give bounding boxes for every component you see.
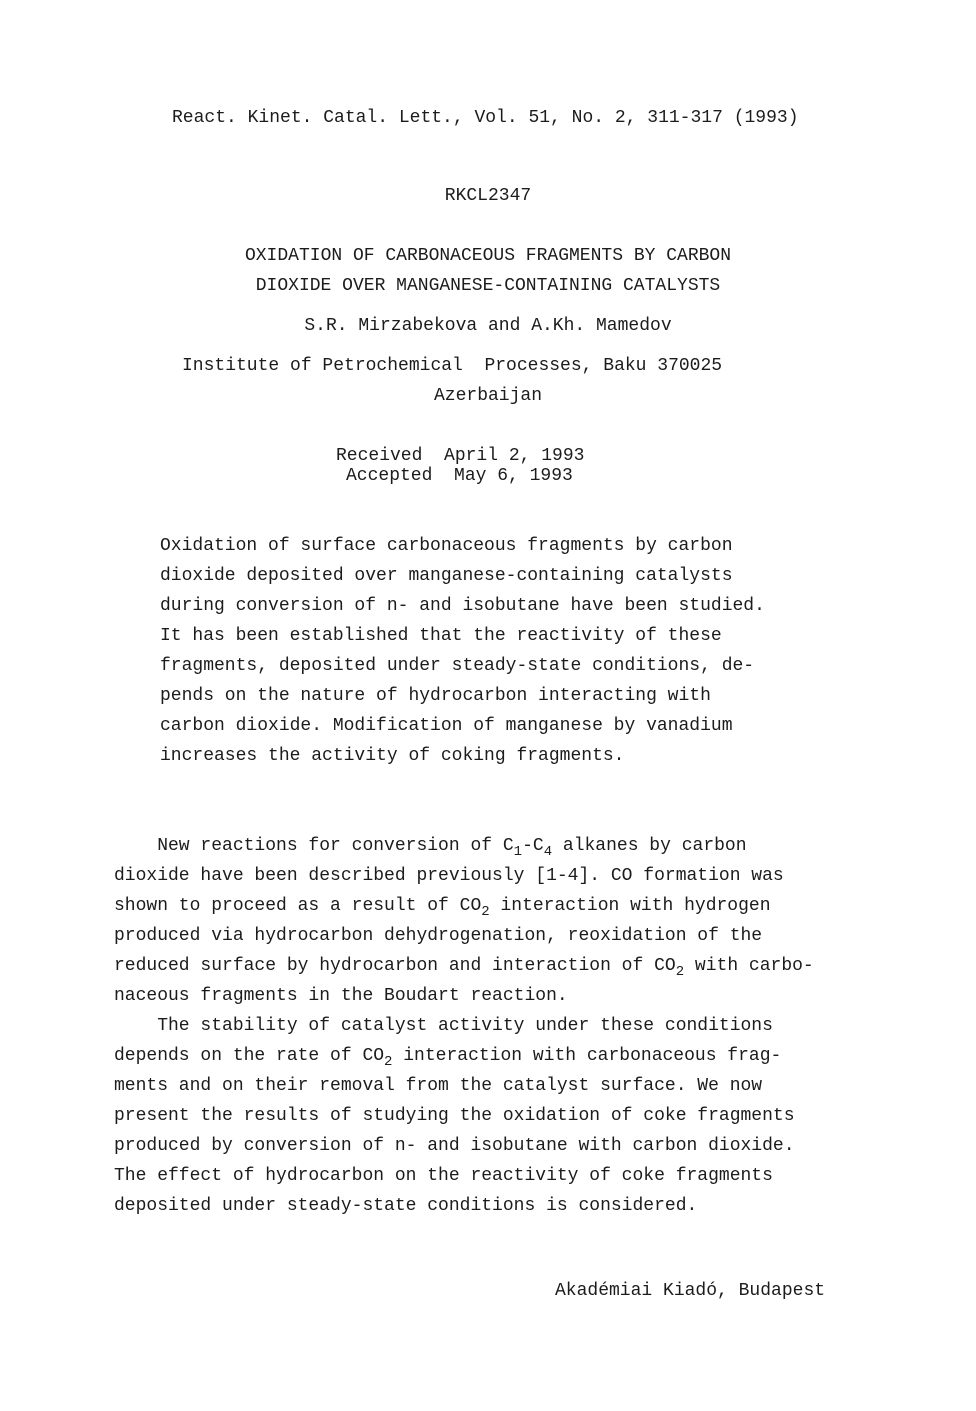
affiliation-line-2: Azerbaijan <box>433 386 543 406</box>
body-line: New reactions for conversion of $C_1-C_4$ alkanes by carbon <box>114 836 747 860</box>
body-line: naceous fragments in the Boudart reaction. <box>114 986 568 1006</box>
title-line-1: OXIDATION OF CARBONACEOUS FRAGMENTS BY CARBON <box>244 246 732 266</box>
abstract-line: during conversion of n- and isobutane have been studied. <box>160 596 765 616</box>
body-line: produced via hydrocarbon dehydrogenation, reoxidation of the <box>114 926 763 946</box>
abstract-line: carbon dioxide. Modification of manganese by vanadium <box>160 716 733 736</box>
article-code: RKCL2347 <box>444 186 532 206</box>
authors: S.R. Mirzabekova and A.Kh. Mamedov <box>304 316 672 336</box>
abstract-line: Oxidation of surface carbonaceous fragments by carbon <box>160 536 733 556</box>
publisher-imprint: Akadémiai Kiadó, Budapest <box>555 1281 826 1301</box>
affiliation-line-1: Institute of Petrochemical Processes, Baku 370025 <box>182 356 723 376</box>
body-line: produced by conversion of n- and isobutane with carbon dioxide. <box>114 1136 795 1156</box>
journal-citation: React. Kinet. Catal. Lett., Vol. 51, No. 2, 311-317 (1993) <box>172 108 799 128</box>
abstract-line: increases the activity of coking fragments. <box>160 746 625 766</box>
abstract-line: It has been established that the reactivity of these <box>160 626 722 646</box>
abstract-line: fragments, deposited under steady-state conditions, de- <box>160 656 755 676</box>
body-line: dioxide have been described previously [1-4]. CO formation was <box>114 866 784 886</box>
body-line: present the results of studying the oxidation of coke fragments <box>114 1106 795 1126</box>
abstract-line: pends on the nature of hydrocarbon interacting with <box>160 686 711 706</box>
body-line: ments and on their removal from the catalyst surface. We now <box>114 1076 763 1096</box>
body-line: The stability of catalyst activity under these conditions <box>114 1016 773 1036</box>
body-line: depends on the rate of $CO_2$ interaction with carbonaceous frag- <box>114 1046 782 1070</box>
received-date: Received April 2, 1993 <box>336 446 585 466</box>
body-line: reduced surface by hydrocarbon and interaction of $CO_2$ with carbo- <box>114 956 814 980</box>
body-line: The effect of hydrocarbon on the reactivity of coke fragments <box>114 1166 773 1186</box>
title-line-2: DIOXIDE OVER MANGANESE-CONTAINING CATALYSTS <box>255 276 721 296</box>
accepted-date: Accepted May 6, 1993 <box>346 466 573 486</box>
body-line: deposited under steady-state conditions is considered. <box>114 1196 698 1216</box>
abstract-line: dioxide deposited over manganese-containing catalysts <box>160 566 733 586</box>
body-line: shown to proceed as a result of $CO_2$ interaction with hydrogen <box>114 896 771 920</box>
